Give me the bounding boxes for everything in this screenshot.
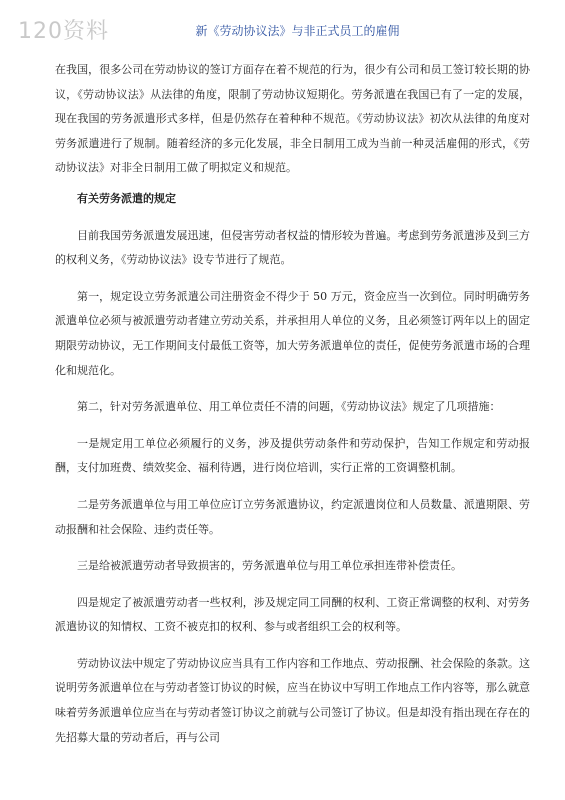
document-body xyxy=(55,58,530,750)
paragraph-8: 劳动协议法中规定了劳动协议应当具有工作内容和工作地点、劳动报酬、社会保险的条款。这说明劳务派遣单位在与劳动者签订协议的时候，应当在协议中写明工作地点工作内容等，那么就意味着劳务派遣单位应当在与劳动者签订协议之前就与公司签订了协议。但是却没有指出现在存在的先招募大量的劳动者后，再与公司 xyxy=(55,656,530,744)
intro-paragraph: 在我国，很多公司在劳动协议的签订方面存在着不规范的行为，很少有公司和员工签订较长期的协议，《劳动协议法》从法律的角度，限制了劳动协议短期化。劳务派遣在我国已有了一定的发展，现在我国的劳务派遣形式多样，但是仍然存在着种种不规范。《劳动协议法》初次从法律的角度对劳务派遣进行了规制。随着经济的多元化发展，非全日制用工成为当前一种灵活雇佣的形式，《劳动协议法》对非全日制用工做了明拟定义和规范。 xyxy=(55,63,530,175)
paragraph-3: 第二，针对劳务派遣单位、用工单位责任不清的问题，《劳动协议法》规定了几项措施： xyxy=(77,400,501,414)
watermark-logo: 120资料 xyxy=(18,19,109,44)
paragraph-2: 第一，规定设立劳务派遣公司注册资金不得少于 50 万元，资金应当一次到位。同时明确劳务派遣单位必须与被派遣劳动者建立劳动关系，并承担用人单位的义务，且必须签订两年以上的固定期限劳动协议，无工作期间支付最低工资等，加大劳务派遣单位的责任，促使劳务派遣市场的合理化和规范化。 xyxy=(55,289,530,377)
section-heading: 有关劳务派遣的规定 xyxy=(77,191,176,205)
paragraph-4: 一是规定用工单位必须履行的义务，涉及提供劳动条件和劳动保护，告知工作规定和劳动报酬，支付加班费、绩效奖金、福利待遇，进行岗位培训，实行正常的工资调整机制。 xyxy=(55,436,530,475)
paragraph-1: 目前我国劳务派遣发展迅速，但侵害劳动者权益的情形较为普遍。考虑到劳务派遣涉及到三方的权利义务，《劳动协议法》设专节进行了规范。 xyxy=(55,228,530,267)
paragraph-5: 二是劳务派遣单位与用工单位应订立劳务派遣协议，约定派遣岗位和人员数量、派遣期限、劳动报酬和社会保险、违约责任等。 xyxy=(55,497,530,536)
paragraph-7: 四是规定了被派遣劳动者一些权利，涉及规定同工同酬的权利、工资正常调整的权利、对劳务派遣协议的知情权、工资不被克扣的权利、参与或者组织工会的权利等。 xyxy=(55,595,530,634)
paragraph-6: 三是给被派遣劳动者导致损害的，劳务派遣单位与用工单位承担连带补偿责任。 xyxy=(77,559,462,573)
document-title: 新《劳动协议法》与非正式员工的雇佣 xyxy=(195,24,400,38)
